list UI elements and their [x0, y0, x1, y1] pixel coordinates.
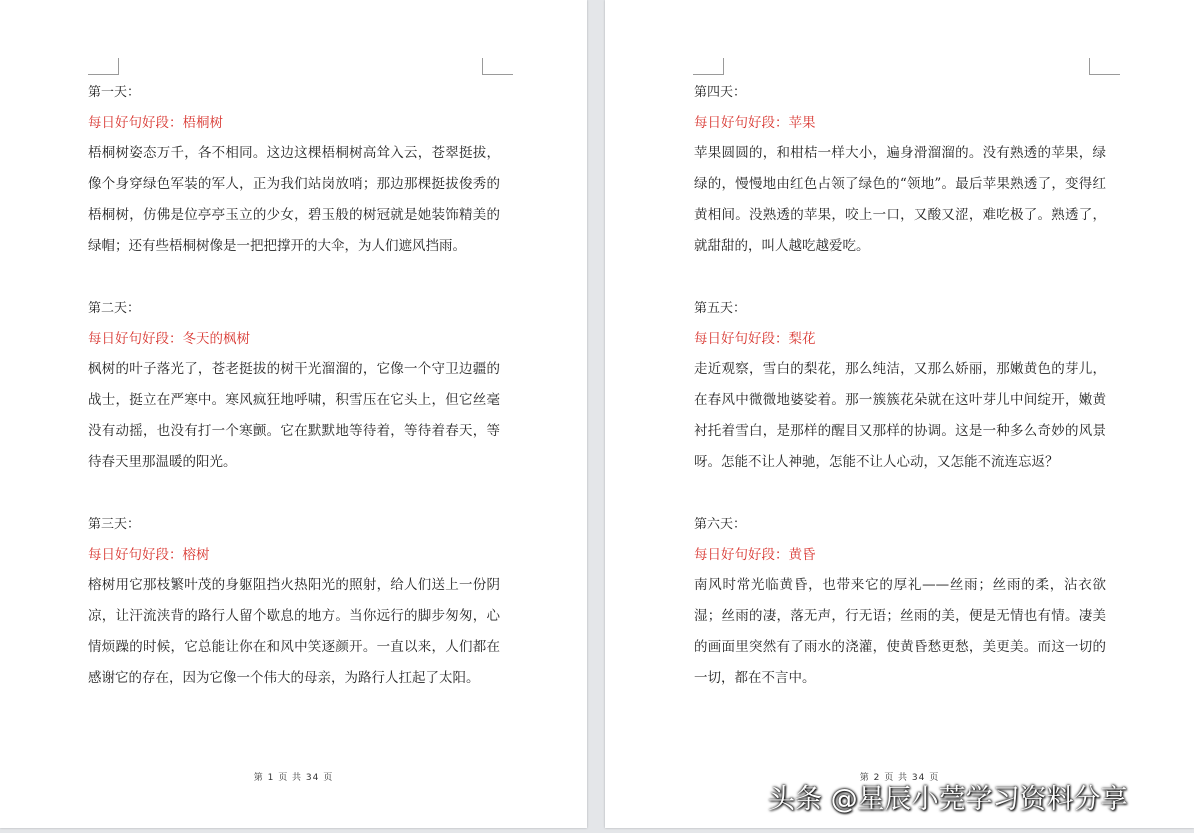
section-heading: 每日好句好段：冬天的枫树 — [88, 331, 250, 347]
header-corner-mark-right — [1089, 58, 1120, 75]
section-paragraph: 榕树用它那枝繁叶茂的身躯阻挡火热阳光的照射，给人们送上一份阴凉，让汗流浃背的路行人留个歇息的地方。当你远行的脚步匆匆，心情烦躁的时候，它总能让你在和风中笑逐颜开。一直以来，人们都在感谢它的存在，因为它像一个伟大的母亲，为路行人扛起了太阳。 — [88, 577, 500, 686]
section-heading: 每日好句好段：苹果 — [694, 115, 816, 131]
day-section — [694, 78, 1106, 262]
document-page-1 — [0, 0, 587, 828]
section-paragraph: 苹果圆圆的，和柑桔一样大小，遍身滑溜溜的。没有熟透的苹果，绿绿的，慢慢地由红色占领了绿色的“领地”。最后苹果熟透了，变得红黄相间。没熟透的苹果，咬上一口，又酸又涩，难吃极了。熟透了，就甜甜的，叫人越吃越爱吃。 — [694, 145, 1106, 254]
section-heading: 每日好句好段：黄昏 — [694, 547, 816, 563]
page-body — [88, 78, 500, 726]
document-page-2 — [605, 0, 1194, 828]
day-label: 第二天： — [88, 301, 141, 316]
section-heading: 每日好句好段：梧桐树 — [88, 115, 223, 131]
page-footer: 第 2 页 共 34 页 — [859, 773, 940, 783]
page-body — [694, 78, 1106, 726]
day-section — [88, 78, 500, 262]
section-heading: 每日好句好段：梨花 — [694, 331, 816, 347]
day-label: 第六天： — [694, 517, 747, 532]
day-section — [694, 510, 1106, 694]
watermark: 头条 @星辰小莞学习资料分享 — [768, 784, 1128, 815]
day-label: 第五天： — [694, 301, 747, 316]
header-corner-mark-right — [482, 58, 513, 75]
day-section — [88, 294, 500, 478]
day-section — [694, 294, 1106, 478]
section-paragraph: 走近观察，雪白的梨花，那么纯洁，又那么娇丽，那嫩黄色的芽儿，在春风中微微地婆娑着。那一簇簇花朵就在这叶芽儿中间绽开，嫩黄衬托着雪白，是那样的醒目又那样的协调。这是一种多么奇妙的风景呀。怎能不让人神驰，怎能不让人心动，又怎能不流连忘返？ — [694, 361, 1106, 470]
page-footer: 第 1 页 共 34 页 — [253, 773, 334, 783]
section-paragraph: 枫树的叶子落光了，苍老挺拔的树干光溜溜的，它像一个守卫边疆的战士，挺立在严寒中。寒风疯狂地呼啸，积雪压在它头上，但它丝毫没有动摇，也没有打一个寒颤。它在默默地等待着，等待着春天，等待春天里那温暖的阳光。 — [88, 361, 500, 470]
section-paragraph: 梧桐树姿态万千，各不相同。这边这棵梧桐树高耸入云，苍翠挺拔，像个身穿绿色军装的军人，正为我们站岗放哨；那边那棵挺拔俊秀的梧桐树，仿佛是位亭亭玉立的少女，碧玉般的树冠就是她装饰精美的绿帽；还有些梧桐树像是一把把撑开的大伞，为人们遮风挡雨。 — [88, 145, 500, 254]
header-corner-mark-left — [88, 58, 119, 75]
day-label: 第四天： — [694, 85, 747, 100]
header-corner-mark-left — [693, 58, 724, 75]
day-label: 第三天： — [88, 517, 141, 532]
day-section — [88, 510, 500, 694]
day-label: 第一天： — [88, 85, 141, 100]
section-paragraph: 南风时常光临黄昏，也带来它的厚礼——丝雨；丝雨的柔，沾衣欲湿；丝雨的凄，落无声，行无语；丝雨的美，便是无情也有情。凄美的画面里突然有了雨水的浇灌，使黄昏愁更愁，美更美。而这一切的一切，都在不言中。 — [694, 577, 1106, 686]
section-heading: 每日好句好段：榕树 — [88, 547, 210, 563]
